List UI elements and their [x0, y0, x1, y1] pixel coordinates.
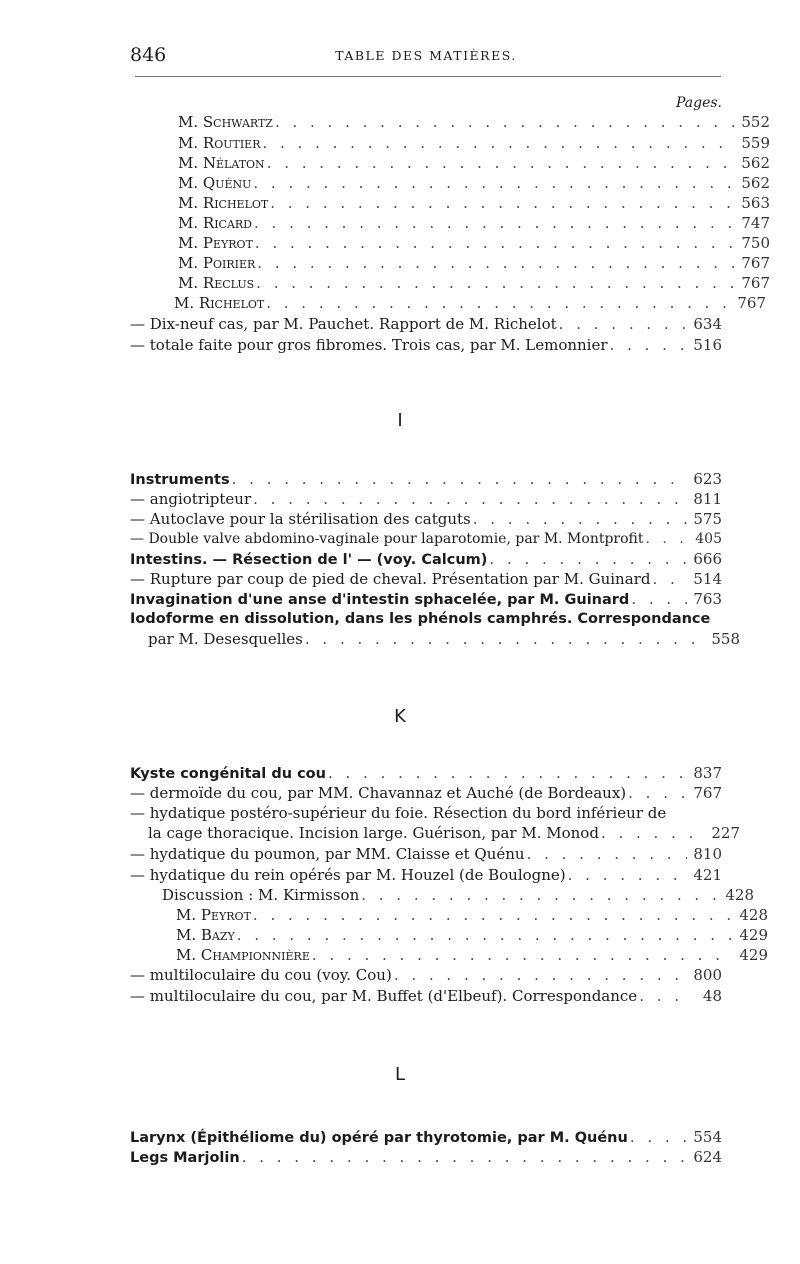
- index-entry: — hydatique postéro-supérieur du foie. Résection du bord inférieur de: [130, 804, 667, 822]
- index-entry: — multiloculaire du cou, par M. Buffet (d'Elbeuf). Correspondance . . . 48: [130, 985, 722, 1007]
- pages-label: Pages.: [675, 95, 722, 111]
- index-entry: la cage thoracique. Incision large. Guérison, par M. Monod . . . 227: [130, 822, 740, 844]
- section-letter-k: K: [394, 706, 406, 727]
- index-entry: Discussion : M. Kirmisson . . . 428: [130, 884, 754, 906]
- section-letter-i: I: [397, 410, 403, 431]
- index-entry: — hydatique du rein opérés par M. Houzel (de Boulogne) . . . 421: [130, 864, 722, 886]
- index-entry: M. Quénu . . . 562: [130, 172, 770, 194]
- index-entry: — dermoïde du cou, par MM. Chavannaz et Auché (de Bordeaux) . . . 767: [130, 782, 722, 804]
- index-entry: Kyste congénital du cou . . . 837: [130, 762, 722, 784]
- header-rule: [135, 76, 721, 77]
- index-entry: — multiloculaire du cou (voy. Cou) . . . 800: [130, 964, 722, 986]
- index-entry: M. Ricard . . . 747: [130, 212, 770, 234]
- page-header: [130, 40, 722, 66]
- index-entry: — angiotripteur . . . 811: [130, 488, 722, 510]
- index-entry: — Dix-neuf cas, par M. Pauchet. Rapport de M. Richelot . . . 634: [130, 313, 722, 335]
- index-entry: M. Peyrot . . . 750: [130, 232, 770, 254]
- index-entry: M. Nélaton . . . 562: [130, 152, 770, 174]
- index-entry: Intestins. — Résection de l' — (voy. Calcum) . . . 666: [130, 548, 722, 570]
- index-entry: M. Richelot . . . 563: [130, 192, 770, 214]
- index-entry: — Autoclave pour la stérilisation des catguts . . . 575: [130, 508, 722, 530]
- index-entry: Iodoforme en dissolution, dans les phénols camphrés. Correspondance: [130, 611, 711, 627]
- index-entry: Larynx (Épithéliome du) opéré par thyrotomie, par M. Quénu . . . 554: [130, 1126, 722, 1148]
- index-entry: M. Championnière . . . 429: [130, 944, 768, 966]
- index-entry: Legs Marjolin . . . 624: [130, 1146, 722, 1168]
- running-title: TABLE DES MATIÈRES.: [335, 48, 517, 63]
- index-entry: M. Schwartz . . . 552: [130, 111, 770, 133]
- index-entry: Invagination d'une anse d'intestin sphacelée, par M. Guinard . . . 763: [130, 588, 722, 610]
- index-entry: — hydatique du poumon, par MM. Claisse et Quénu . . . 810: [130, 843, 722, 865]
- index-entry: — Double valve abdomino-vaginale pour laparotomie, par M. Montprofit . . . 405: [130, 528, 722, 550]
- index-entry: M. Reclus . . . 767: [130, 272, 770, 294]
- section-letter-l: L: [394, 1064, 406, 1085]
- index-entry: M. Routier . . . 559: [130, 132, 770, 154]
- index-entry: M. Peyrot . . . 428: [130, 904, 768, 926]
- index-entry: M. Poirier . . . 767: [130, 252, 770, 274]
- index-entry: M. Bazy . . . 429: [130, 924, 768, 946]
- index-entry: Instruments . . . 623: [130, 468, 722, 490]
- index-entry: M. Richelot . . . 767: [130, 292, 766, 314]
- index-entry: — totale faite pour gros fibromes. Trois cas, par M. Lemonnier . . . 516: [130, 334, 722, 356]
- index-entry: — Rupture par coup de pied de cheval. Présentation par M. Guinard . . . 514: [130, 568, 722, 590]
- index-entry: par M. Desesquelles . . . 558: [130, 628, 740, 650]
- page-number: 846: [130, 44, 167, 66]
